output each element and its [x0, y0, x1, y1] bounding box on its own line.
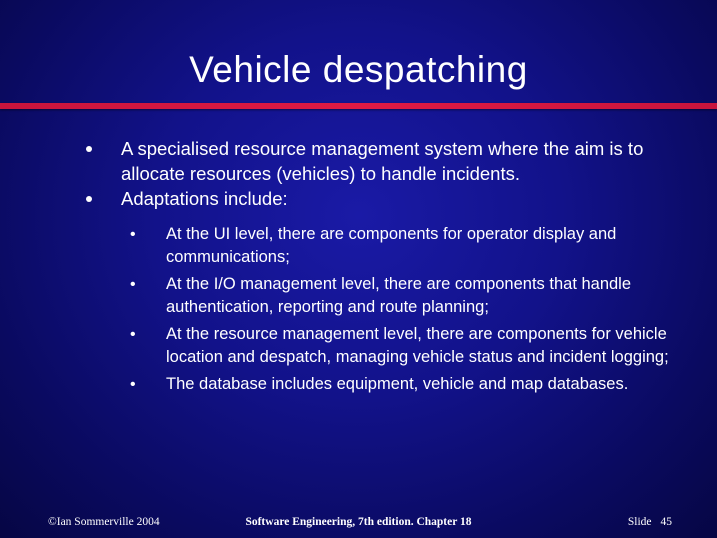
title-divider	[0, 103, 717, 109]
footer-book-title: Software Engineering, 7th edition. Chapter 18	[245, 516, 472, 528]
sub-bullet-dot-icon: •	[130, 226, 136, 243]
sub-bullet-text: The database includes equipment, vehicle and map databases.	[166, 375, 629, 393]
sub-bullet-item	[0, 323, 717, 369]
slide-title: Vehicle despatching	[189, 49, 528, 90]
bullet-list	[0, 136, 717, 400]
footer-copyright: ©Ian Sommerville 2004	[48, 516, 160, 528]
sub-bullet-list	[0, 223, 717, 396]
sub-bullet-dot-icon: •	[130, 276, 136, 293]
sub-bullet-item	[0, 223, 717, 269]
bullet-dot-icon	[86, 146, 92, 152]
bullet-text: A specialised resource management system where the aim is to allocate resources (vehicles) to handle incidents.	[121, 138, 644, 184]
slide-label: Slide	[627, 516, 652, 528]
bullet-text: Adaptations include:	[121, 188, 288, 209]
sub-bullet-text: At the UI level, there are components for operator display and communications;	[166, 225, 617, 266]
bullet-item	[0, 136, 717, 186]
sub-bullet-item	[0, 373, 717, 396]
bullet-item	[0, 186, 717, 211]
sub-bullet-item	[0, 273, 717, 319]
sub-bullet-text: At the resource management level, there are components for vehicle location and despatch, managing vehicle status and incident logging;	[166, 325, 669, 366]
sub-bullet-dot-icon: •	[130, 326, 136, 343]
footer-slide-number	[628, 515, 672, 529]
sub-bullet-text: At the I/O management level, there are components that handle authentication, reporting and route planning;	[166, 275, 632, 316]
bullet-dot-icon	[86, 196, 92, 202]
slide-number: 45	[660, 516, 672, 528]
sub-bullet-dot-icon: •	[130, 376, 136, 393]
